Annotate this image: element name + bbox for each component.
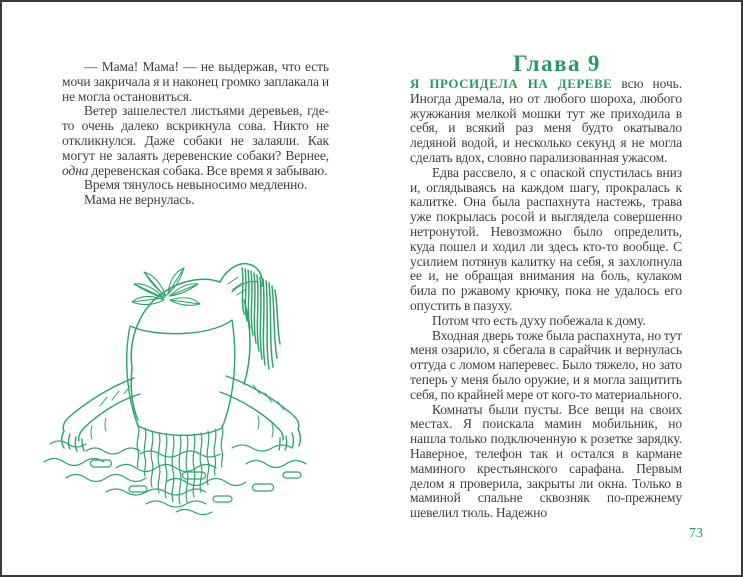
paragraph (62, 104, 329, 178)
paragraph-text: Ветер зашелестел листьями деревьев, где-то очень далеко вскрикнула сова. Никто не откликнулся. Даже собаки не залаяли. Как могут не залаять деревенские собаки? Вернее, (62, 103, 329, 163)
flowing-strands (137, 424, 223, 504)
paragraph: Едва рассвело, я с опаской спустилась вниз и, оглядываясь на каждом шагу, прокралась к калитке. Она была распахнута настежь, трава уже покрылась росой и выглядела совершенно нетронутой. Невозможно было определить, куда пошел и ходил ли здесь кто-то вообще. С усилием потянув калитку на себя, я захлопнула ее и, не обращая внимания на боль, кулаком била по ржавому крючку, пока не удалось его опустить в пазуху. (410, 164, 682, 313)
paragraph: Потом что есть духу побежала к дому. (432, 312, 646, 328)
water-ripples (44, 441, 306, 515)
italic-word: одна (62, 162, 89, 178)
right-page (371, 0, 743, 577)
paragraph: Входная дверь тоже была распахнута, но тут меня озарило, я сбегала в сарайчик и вернулась оттуда с ломом наперевес. Было тяжело, но зато теперь у меня было оружие, и я могла защитить себя, по крайней мере от кого-то материального. (410, 327, 682, 402)
paragraph: Мама не вернулась. (84, 192, 195, 208)
paragraph: Время тянулось невыносимо медленно. (84, 177, 308, 193)
left-page-text (62, 60, 329, 208)
right-page-text (410, 50, 682, 521)
leaf-crown (132, 268, 200, 305)
paragraph: — Мама! Мама! — не выдержав, что есть мочи закричала я и наконец громко заплакала и не могла остановиться. (62, 59, 329, 104)
figure-with-flowing-hair-illustration-svg (36, 248, 342, 518)
page-number: 73 (689, 526, 703, 541)
lead-caps-text: Я ПРОСИДЕЛА НА ДЕРЕВЕ (410, 76, 613, 91)
paragraph: Комнаты были пусты. Все вещи на своих местах. Я поискала мамин мобильник, но нашла только подключенную к розетке зарядку. Наверное, телефон так и остался в кармане маминого крестьянского сарафана. Первым делом я проверила, закрыты ли окна. Только в маминой спальне сквозняк по-прежнему шевелил тюль. Надежно (410, 401, 682, 521)
left-arm (62, 378, 140, 451)
illustration-drowned-figure (36, 248, 342, 518)
chapter-heading: Глава 9 (513, 51, 601, 76)
scales-mass (127, 320, 235, 435)
paragraph-text: всю ночь. Иногда дремала, но от любого шороха, любого жужжания мелкой мошки тут же приходила в себя, и всякий раз меня будто окатывало ледяной водой, и несколько секунд я не могла сделать вдох, словно парализованная ужасом. (410, 76, 682, 165)
left-page (0, 0, 371, 577)
paragraph (410, 77, 682, 166)
paragraph-text: деревенская собака. Все время я забываю. (91, 162, 328, 178)
